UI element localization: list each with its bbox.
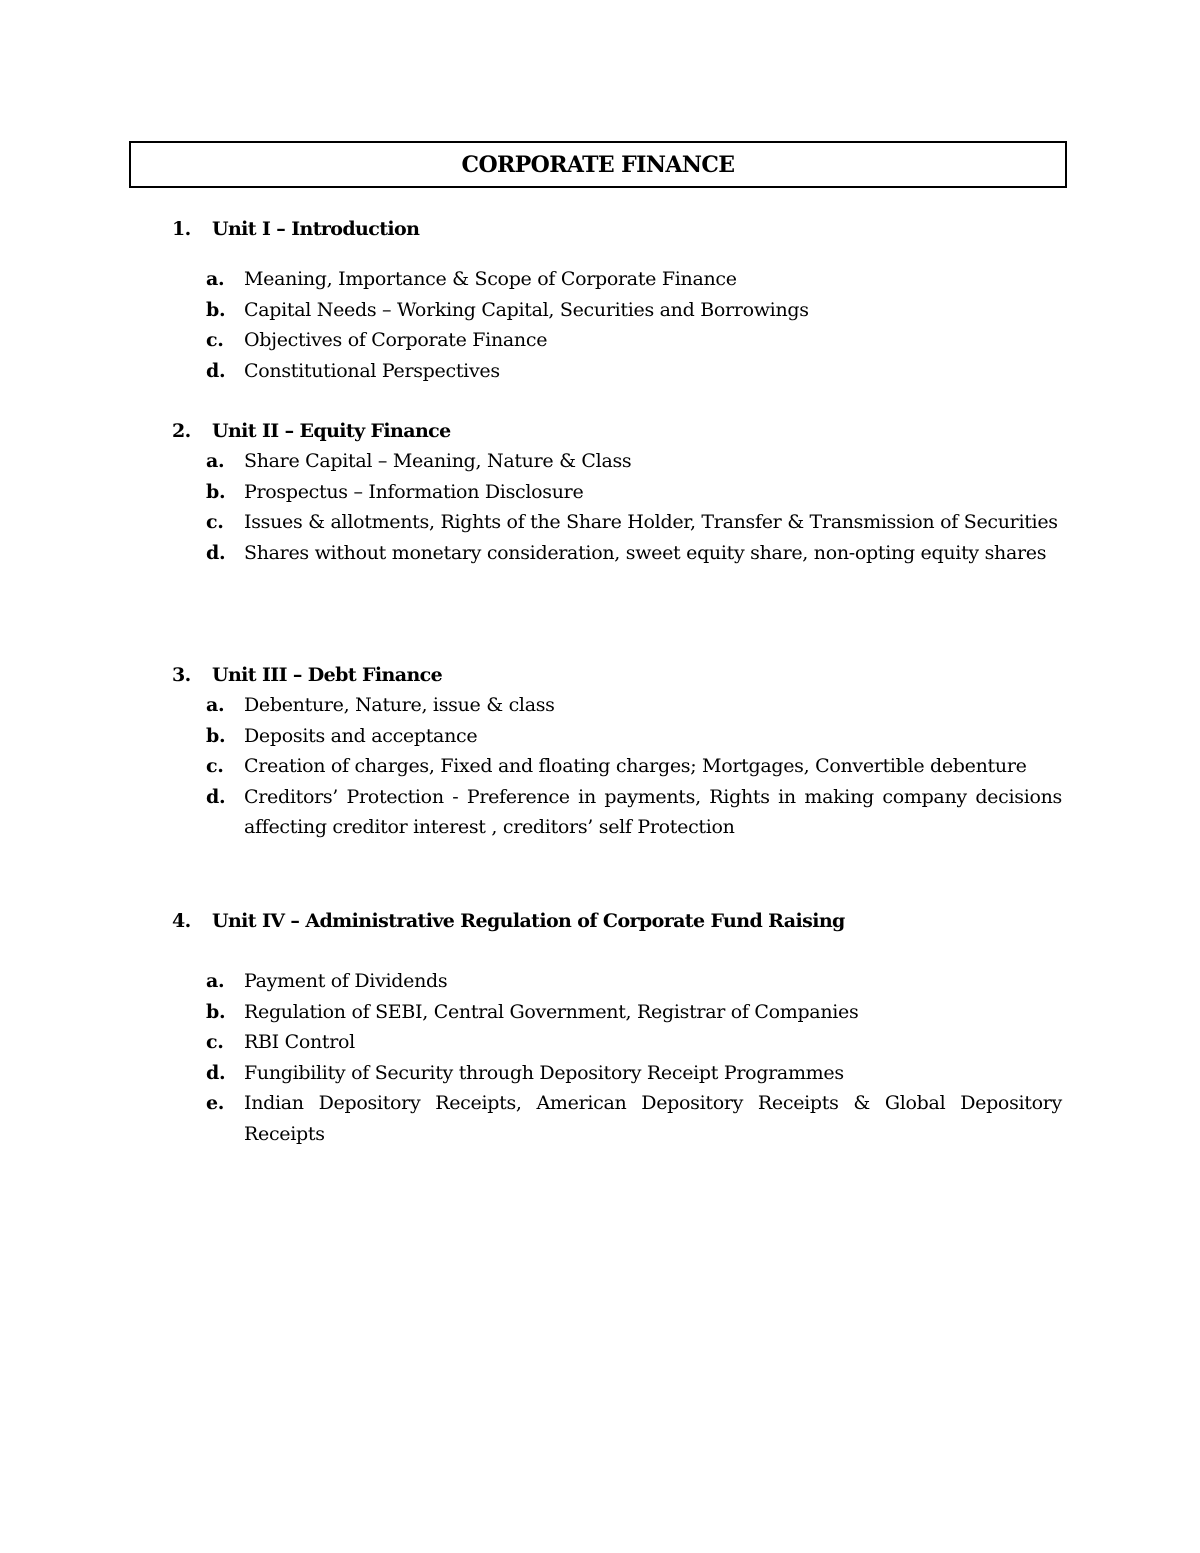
unit-items xyxy=(172,446,1062,568)
item-text: Objectives of Corporate Finance xyxy=(244,329,548,351)
item-text: Creation of charges, Fixed and floating charges; Mortgages, Convertible debenture xyxy=(244,755,1027,777)
item-text: Fungibility of Security through Depository Receipt Programmes xyxy=(244,1061,844,1084)
unit-number: 4. xyxy=(172,910,191,932)
list-item xyxy=(172,997,1062,1028)
list-item xyxy=(172,477,1062,508)
item-text: Constitutional Perspectives xyxy=(244,359,500,382)
unit-heading xyxy=(172,660,1062,690)
list-item xyxy=(172,751,1062,782)
item-text: Regulation of SEBI, Central Government, Registrar of Companies xyxy=(244,1000,859,1023)
unit-title: Unit IV – Administrative Regulation of Corporate Fund Raising xyxy=(212,910,845,932)
unit-items xyxy=(172,966,1062,1149)
list-item xyxy=(172,325,1062,356)
item-letter: a. xyxy=(206,970,225,992)
item-text: Meaning, Importance & Scope of Corporate Finance xyxy=(244,268,737,290)
item-letter: a. xyxy=(206,450,225,472)
item-text: Debenture, Nature, issue & class xyxy=(244,694,555,716)
item-text: Deposits and acceptance xyxy=(244,724,478,747)
item-text: Shares without monetary consideration, sweet equity share, non-opting equity shares xyxy=(244,541,1047,564)
item-text: Share Capital – Meaning, Nature & Class xyxy=(244,450,632,472)
item-letter: e. xyxy=(206,1092,225,1114)
list-item xyxy=(172,721,1062,752)
list-item xyxy=(172,356,1062,387)
unit-number: 1. xyxy=(172,218,191,240)
list-item xyxy=(172,1027,1062,1058)
list-item xyxy=(172,690,1062,721)
item-text: Prospectus – Information Disclosure xyxy=(244,480,584,503)
item-letter: a. xyxy=(206,268,225,290)
item-text: Indian Depository Receipts, American Depository Receipts & Global Depository Receipts xyxy=(244,1092,1062,1145)
item-text: Creditors’ Protection - Preference in payments, Rights in making company decisions affecting creditor interest , creditors’ self Protection xyxy=(244,785,1062,838)
unit-4 xyxy=(172,906,1062,1149)
list-item xyxy=(172,264,1062,295)
unit-title: Unit II – Equity Finance xyxy=(212,420,451,442)
item-letter: b. xyxy=(206,298,226,321)
unit-heading xyxy=(172,214,1062,244)
list-item xyxy=(172,446,1062,477)
unit-title: Unit I – Introduction xyxy=(212,218,420,240)
item-letter: d. xyxy=(206,1061,226,1084)
unit-number: 3. xyxy=(172,664,191,686)
unit-1 xyxy=(172,214,1062,386)
list-item xyxy=(172,507,1062,538)
document-title-box xyxy=(129,141,1067,188)
list-item xyxy=(172,1088,1062,1149)
item-letter: c. xyxy=(206,755,224,777)
unit-3 xyxy=(172,660,1062,843)
unit-items xyxy=(172,690,1062,843)
unit-items xyxy=(172,264,1062,386)
list-item xyxy=(172,295,1062,326)
item-letter: d. xyxy=(206,359,226,382)
unit-heading xyxy=(172,416,1062,446)
item-text: RBI Control xyxy=(244,1031,355,1053)
document-title: CORPORATE FINANCE xyxy=(461,151,735,178)
item-letter: d. xyxy=(206,541,226,564)
item-letter: c. xyxy=(206,329,224,351)
item-letter: c. xyxy=(206,511,224,533)
item-letter: b. xyxy=(206,480,226,503)
list-item xyxy=(172,966,1062,997)
unit-2 xyxy=(172,416,1062,568)
item-letter: c. xyxy=(206,1031,224,1053)
unit-heading xyxy=(172,906,1062,936)
item-letter: a. xyxy=(206,694,225,716)
list-item xyxy=(172,538,1062,569)
unit-number: 2. xyxy=(172,420,191,442)
item-text: Issues & allotments, Rights of the Share Holder, Transfer & Transmission of Securities xyxy=(244,511,1058,533)
item-letter: d. xyxy=(206,785,226,808)
item-letter: b. xyxy=(206,724,226,747)
list-item xyxy=(172,782,1062,843)
unit-title: Unit III – Debt Finance xyxy=(212,664,443,686)
item-text: Capital Needs – Working Capital, Securities and Borrowings xyxy=(244,298,809,321)
item-letter: b. xyxy=(206,1000,226,1023)
item-text: Payment of Dividends xyxy=(244,970,448,992)
list-item xyxy=(172,1058,1062,1089)
